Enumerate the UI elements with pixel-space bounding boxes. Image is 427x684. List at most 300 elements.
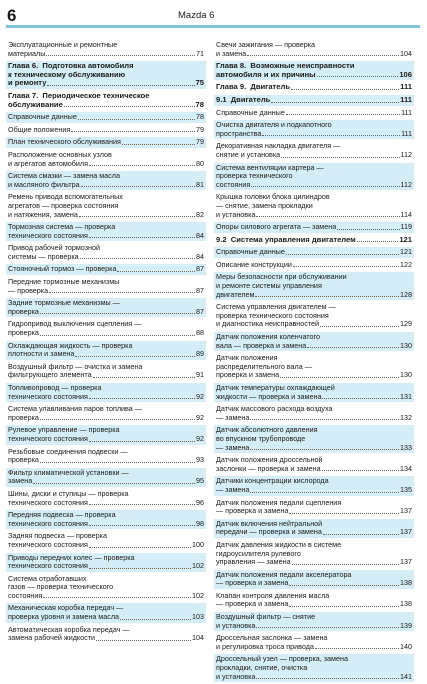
toc-entry-text: во впускном трубопроводе xyxy=(216,433,306,443)
page-number: 6 xyxy=(7,6,17,25)
toc-entry-text: Датчик абсолютного давления xyxy=(216,425,318,435)
dot-leader xyxy=(307,346,399,348)
toc-entry-text: двигателем xyxy=(216,289,255,299)
dot-leader xyxy=(293,265,399,267)
toc-entry-text: Справочные данные xyxy=(216,107,285,117)
toc-entry-text: технического состояния xyxy=(8,497,88,507)
dot-leader xyxy=(289,605,399,607)
toc-entry xyxy=(214,455,414,474)
toc-entry-text: Справочные данные xyxy=(216,247,285,257)
toc-page-number: 112 xyxy=(400,179,412,189)
dot-leader xyxy=(280,376,399,378)
toc-entry-text: и установка xyxy=(216,671,256,681)
toc-entry-text: Датчик положения педали акселератора xyxy=(216,569,352,579)
toc-entry-text: Передняя подвеска — проверка xyxy=(8,510,116,520)
toc-entry xyxy=(6,243,206,262)
toc-entry-text: Топливопровод — проверка xyxy=(8,383,102,392)
toc-entry xyxy=(6,531,206,550)
dot-leader xyxy=(322,397,399,399)
toc-entry xyxy=(6,425,206,444)
toc-entry xyxy=(214,61,414,80)
toc-page-number: 80 xyxy=(196,158,204,168)
toc-page-number: 106 xyxy=(399,69,412,79)
toc-entry xyxy=(6,574,206,602)
toc-entry-text: — замена xyxy=(216,484,250,494)
dot-leader xyxy=(291,88,399,90)
toc-page-number: 104 xyxy=(400,48,412,58)
toc-page-number: 138 xyxy=(400,578,412,588)
toc-page-number: 103 xyxy=(192,612,204,622)
toc-entry-text: и регулировка троса привода xyxy=(216,641,314,651)
toc-page-number: 121 xyxy=(400,247,412,257)
toc-entry-text: вала — проверка и замена xyxy=(216,340,307,350)
toc-entry-text: проверка xyxy=(8,455,39,465)
toc-entry xyxy=(6,192,206,220)
dot-leader xyxy=(120,618,191,620)
dot-leader xyxy=(122,143,195,145)
dot-leader xyxy=(251,185,399,187)
dot-leader xyxy=(96,639,191,641)
dot-leader xyxy=(43,596,191,598)
toc-page-number: 79 xyxy=(196,124,204,134)
dot-leader xyxy=(286,113,400,115)
dot-leader xyxy=(256,215,399,217)
toc-page-number: 111 xyxy=(400,94,412,104)
toc-entry xyxy=(6,277,206,296)
dot-leader xyxy=(93,376,195,378)
toc-entry xyxy=(214,425,414,453)
toc-entry-text: Глава 7. Периодическое техническое xyxy=(8,90,150,100)
toc-page-number: 87 xyxy=(196,306,204,316)
dot-leader xyxy=(71,130,195,132)
toc-entry-text: Воздушный фильтр — снятие xyxy=(216,612,316,622)
running-title: Mazda 6 xyxy=(178,10,215,21)
toc-entry-text: Общие положения xyxy=(8,124,71,134)
toc-entry xyxy=(214,332,414,351)
toc-entry-text: Меры безопасности при обслуживании xyxy=(216,272,347,282)
toc-entry-text: материалы xyxy=(8,48,46,58)
toc-entry xyxy=(6,264,206,275)
dot-leader xyxy=(40,461,195,463)
toc-entry xyxy=(214,82,414,93)
toc-entry-text: проверка xyxy=(8,306,39,316)
toc-entry-text: снятие и установка xyxy=(216,149,281,159)
dot-leader xyxy=(40,312,195,314)
toc-entry-text: Датчик давления жидкости в системе xyxy=(216,539,342,549)
toc-entry-text: Гидропривод выключения сцепления — xyxy=(8,319,142,329)
toc-entry-text: проверка технического xyxy=(216,171,293,181)
toc-entry-text: Привод рабочей тормозной xyxy=(8,243,100,253)
toc-entry xyxy=(6,447,206,466)
toc-entry-text: Опоры силового агрегата — замена xyxy=(216,222,337,232)
toc-entry-text: и диагностика неисправностей xyxy=(216,319,320,329)
toc-entry-text: проверка xyxy=(8,412,39,422)
toc-entry-text: агрегатов — проверка состояния xyxy=(8,200,119,210)
dot-leader xyxy=(250,491,399,493)
toc-page-number: 138 xyxy=(400,599,412,609)
dot-leader xyxy=(40,418,195,420)
dot-leader xyxy=(317,75,399,77)
toc-entry-text: технического состояния xyxy=(8,433,88,443)
toc-page-number: 104 xyxy=(192,633,204,643)
toc-page-number: 122 xyxy=(400,259,412,269)
toc-entry-text: Тормозная система — проверка xyxy=(8,222,116,232)
toc-entry-text: Система отработавших xyxy=(8,573,87,583)
toc-entry xyxy=(214,235,414,246)
toc-page-number: 130 xyxy=(400,370,412,380)
toc-page-number: 139 xyxy=(400,620,412,630)
toc-page-number: 137 xyxy=(400,506,412,516)
toc-entry xyxy=(214,108,414,119)
toc-entry-text: проверка технического состояния xyxy=(216,310,329,320)
toc-entry xyxy=(6,383,206,402)
toc-page-number: 98 xyxy=(196,518,204,528)
dot-leader xyxy=(64,105,195,107)
toc-entry-text: Датчик включения нейтральной xyxy=(216,518,323,528)
toc-page-number: 88 xyxy=(196,328,204,338)
toc-page-number: 79 xyxy=(196,137,204,147)
toc-entry xyxy=(214,40,414,59)
toc-page-number: 92 xyxy=(196,391,204,401)
toc-page-number: 119 xyxy=(400,222,412,232)
toc-page-number: 93 xyxy=(196,455,204,465)
toc-page-number: 102 xyxy=(192,590,204,600)
dot-leader xyxy=(262,134,400,136)
toc-entry xyxy=(214,633,414,652)
dot-leader xyxy=(322,469,399,471)
dot-leader xyxy=(247,54,399,56)
toc-entry xyxy=(214,570,414,589)
toc-entry-text: Декоративная накладка двигателя — xyxy=(216,141,341,151)
toc-entry-text: Дроссельная заслонка — замена xyxy=(216,633,328,643)
dot-leader xyxy=(281,156,399,158)
toc-entry-text: Датчики концентрации кислорода xyxy=(216,476,329,486)
toc-entry-text: — проверка xyxy=(8,285,49,295)
toc-entry-text: Фильтр климатической установки — xyxy=(8,467,129,477)
dot-leader xyxy=(315,647,399,649)
toc-page-number: 134 xyxy=(400,463,412,473)
toc-entry xyxy=(214,163,414,191)
dot-leader xyxy=(89,164,195,166)
toc-entry-text: Дроссельный узел — проверка, замена xyxy=(216,654,348,664)
dot-leader xyxy=(46,54,195,56)
dot-leader xyxy=(117,270,195,272)
toc-page-number: 89 xyxy=(196,349,204,359)
toc-column-left xyxy=(6,40,206,646)
toc-entry-text: — проверка и замена xyxy=(216,599,289,609)
toc-entry-text: — проверка и замена xyxy=(216,506,289,516)
toc-entry-text: Воздушный фильтр — очистка и замена xyxy=(8,361,143,371)
toc-entry-text: Датчик массового расхода воздуха xyxy=(216,404,333,414)
dot-leader xyxy=(357,240,399,242)
dot-leader xyxy=(89,546,191,548)
toc-entry-text: и натяжения, замена xyxy=(8,209,78,219)
toc-entry-text: технического состояния xyxy=(8,391,88,401)
toc-entry-text: Система вентиляции картера — xyxy=(216,162,324,172)
toc-entry-text: плотности и замена xyxy=(8,349,75,359)
toc-entry xyxy=(214,654,414,682)
toc-entry-text: Справочные данные xyxy=(8,112,77,122)
toc-entry xyxy=(6,91,206,110)
toc-entry-text: Передние тормозные механизмы xyxy=(8,277,120,287)
dot-leader xyxy=(40,334,195,336)
toc-page-number: 131 xyxy=(400,391,412,401)
toc-entry-text: Охлаждающая жидкость — проверка xyxy=(8,340,133,350)
toc-entry-text: проверка и замена xyxy=(216,370,280,380)
toc-entry-text: состояния xyxy=(216,179,251,189)
toc-entry-text: автомобиля и их причины xyxy=(216,69,316,79)
toc-entry xyxy=(214,353,414,381)
toc-entry xyxy=(6,404,206,423)
toc-entry-text: и ремонте системы управления xyxy=(216,281,322,291)
toc-page-number: 82 xyxy=(196,209,204,219)
dot-leader xyxy=(320,325,399,327)
toc-entry xyxy=(6,553,206,572)
toc-entry-text: Механическая коробка передач — xyxy=(8,603,124,613)
toc-entry-text: Эксплуатационные и ремонтные xyxy=(8,40,118,49)
toc-entry-text: фильтрующего элемента xyxy=(8,370,92,380)
toc-entry-text: Система управления двигателем — xyxy=(216,302,336,312)
toc-entry-text: Крышка головки блока цилиндров xyxy=(216,192,330,202)
toc-entry-text: системы — проверка xyxy=(8,251,79,261)
toc-page-number: 128 xyxy=(400,289,412,299)
toc-entry-text: 9.2 Система управления двигателем xyxy=(216,234,356,244)
toc-entry xyxy=(6,171,206,190)
toc-page-number: 111 xyxy=(401,128,412,138)
toc-page-number: 95 xyxy=(196,476,204,486)
dot-leader xyxy=(256,677,399,679)
toc-entry-text: и агрегатов автомобиля xyxy=(8,158,88,168)
toc-entry-text: к техническому обслуживанию xyxy=(8,69,126,79)
dot-leader xyxy=(256,626,399,628)
toc-entry-text: Датчик положения педали сцепления xyxy=(216,497,342,507)
toc-entry-text: обслуживание xyxy=(8,99,63,109)
toc-entry-text: Свечи зажигания — проверка xyxy=(216,40,315,49)
dot-leader xyxy=(286,253,399,255)
toc-entry xyxy=(6,625,206,644)
toc-page-number: 111 xyxy=(400,82,412,92)
toc-entry xyxy=(214,404,414,423)
dot-leader xyxy=(337,228,399,230)
toc-entry-text: Клапан контроля давления масла xyxy=(216,590,330,600)
toc-page-number: 81 xyxy=(196,179,204,189)
dot-leader xyxy=(292,563,399,565)
toc-entry xyxy=(214,591,414,610)
toc-entry-text: заслонки — проверка и замена xyxy=(216,463,321,473)
toc-page-number: 137 xyxy=(400,557,412,567)
toc-entry xyxy=(6,510,206,529)
toc-page-number: 111 xyxy=(401,107,412,117)
dot-leader xyxy=(323,533,399,535)
toc-entry xyxy=(214,95,414,106)
toc-page-number: 100 xyxy=(192,539,204,549)
toc-entry-text: Система смазки — замена масла xyxy=(8,171,120,181)
toc-entry-text: состояния xyxy=(8,590,43,600)
toc-entry-text: гидроусилителя рулевого xyxy=(216,548,301,558)
toc-entry-text: и установка xyxy=(216,209,256,219)
dot-leader xyxy=(81,185,195,187)
toc-entry-text: — замена xyxy=(216,442,250,452)
toc-entry xyxy=(6,319,206,338)
toc-entry-text: распределительного вала — xyxy=(216,361,312,371)
dot-leader xyxy=(75,355,195,357)
toc-entry xyxy=(6,61,206,89)
toc-column-right xyxy=(214,40,414,684)
toc-page-number: 114 xyxy=(400,209,412,219)
toc-page-number: 135 xyxy=(400,484,412,494)
dot-leader xyxy=(80,257,195,259)
toc-entry xyxy=(214,120,414,139)
toc-page-number: 84 xyxy=(196,251,204,261)
toc-entry-text: Автоматическая коробка передач — xyxy=(8,624,130,634)
toc-entry-text: — проверка и замена xyxy=(216,578,289,588)
toc-entry-text: Резьбовые соединения подвески — xyxy=(8,446,128,456)
toc-entry xyxy=(6,341,206,360)
toc-entry xyxy=(6,112,206,123)
toc-entry-text: Датчик положения коленчатого xyxy=(216,332,320,342)
toc-page-number: 78 xyxy=(195,99,204,109)
toc-entry-text: Датчик положения xyxy=(216,353,278,363)
toc-entry xyxy=(214,612,414,631)
toc-entry xyxy=(6,468,206,487)
header-rule xyxy=(6,25,420,28)
toc-entry-text: 9.1 Двигатель xyxy=(216,94,271,104)
toc-entry xyxy=(6,125,206,136)
toc-entry-text: Очистка двигателя и подкапотного xyxy=(216,120,332,130)
dot-leader xyxy=(33,482,195,484)
toc-entry xyxy=(214,260,414,271)
dot-leader xyxy=(79,215,195,217)
toc-entry-text: и установка xyxy=(216,620,256,630)
dot-leader xyxy=(89,440,195,442)
toc-entry-text: — замена xyxy=(216,412,250,422)
toc-page-number: 71 xyxy=(196,48,204,58)
toc-entry xyxy=(214,519,414,538)
toc-entry-text: передачи — проверка и замена xyxy=(216,527,322,537)
dot-leader xyxy=(250,448,399,450)
toc-entry-text: проверка xyxy=(8,328,39,338)
toc-entry xyxy=(214,272,414,300)
toc-entry-text: Описание конструкции xyxy=(216,259,292,269)
dot-leader xyxy=(250,418,399,420)
toc-page-number: 96 xyxy=(196,497,204,507)
toc-page-number: 92 xyxy=(196,433,204,443)
toc-entry xyxy=(6,40,206,59)
dot-leader xyxy=(78,118,195,120)
toc-page-number: 87 xyxy=(196,264,204,274)
toc-entry-text: технического состояния xyxy=(8,518,88,528)
toc-entry-text: Глава 6. Подготовка автомобиля xyxy=(8,61,134,71)
toc-entry-text: и замена xyxy=(216,48,247,58)
toc-page-number: 132 xyxy=(400,412,412,422)
toc-entry-text: управления — замена xyxy=(216,557,291,567)
toc-entry-text: и масляного фильтра xyxy=(8,179,80,189)
dot-leader xyxy=(289,584,399,586)
toc-entry-text: Система улавливания паров топлива — xyxy=(8,404,142,414)
toc-entry xyxy=(6,362,206,381)
toc-page-number: 102 xyxy=(192,561,204,571)
toc-entry xyxy=(214,476,414,495)
toc-entry xyxy=(6,137,206,148)
dot-leader xyxy=(47,84,194,86)
toc-entry-text: Датчик температуры охлаждающей xyxy=(216,383,335,392)
toc-page-number: 75 xyxy=(195,78,204,88)
toc-entry-text: жидкости — проверка и замена xyxy=(216,391,322,401)
toc-entry-text: Задние тормозные механизмы — xyxy=(8,298,120,308)
toc-entry xyxy=(214,302,414,330)
dot-leader xyxy=(271,101,399,103)
dot-leader xyxy=(49,291,195,293)
toc-entry-text: — снятие, замена прокладки xyxy=(216,200,313,210)
toc-page-number: 87 xyxy=(196,285,204,295)
toc-entry xyxy=(214,383,414,402)
toc-entry xyxy=(214,498,414,517)
toc-entry-text: технического состояния xyxy=(8,561,88,571)
toc-entry xyxy=(6,489,206,508)
toc-entry xyxy=(214,540,414,568)
dot-leader xyxy=(255,295,399,297)
toc-entry-text: План технического обслуживания xyxy=(8,137,121,147)
toc-entry-text: прокладки, снятие, очистка xyxy=(216,663,308,673)
toc-entry xyxy=(214,141,414,160)
toc-entry xyxy=(6,298,206,317)
toc-page-number: 91 xyxy=(196,370,204,380)
toc-entry xyxy=(6,222,206,241)
toc-page-number: 133 xyxy=(400,442,412,452)
toc-entry-text: замена рабочей жидкости xyxy=(8,633,96,643)
toc-entry xyxy=(214,247,414,258)
dot-leader xyxy=(89,397,195,399)
toc-entry-text: Глава 9. Двигатель xyxy=(216,82,290,92)
toc-entry-text: проверка уровня и замена масла xyxy=(8,612,120,622)
toc-entry xyxy=(6,150,206,169)
toc-page-number: 140 xyxy=(400,641,412,651)
dot-leader xyxy=(89,503,195,505)
toc-entry-text: Расположение основных узлов xyxy=(8,149,112,159)
toc-entry-text: Глава 8. Возможные неисправности xyxy=(216,61,355,71)
toc-page-number: 78 xyxy=(196,112,204,122)
toc-page-number: 121 xyxy=(399,234,412,244)
toc-page-number: 137 xyxy=(400,527,412,537)
toc-entry-text: Шины, диски и ступицы — проверка xyxy=(8,488,129,498)
toc-page-number: 112 xyxy=(400,149,412,159)
toc-entry-text: технического состояния xyxy=(8,539,88,549)
toc-entry-text: Ремень привода вспомогательных xyxy=(8,192,123,202)
toc-entry-text: газов — проверка технического xyxy=(8,582,114,592)
toc-page-number: 130 xyxy=(400,340,412,350)
toc-entry-text: Рулевое управление — проверка xyxy=(8,425,120,435)
toc-entry-text: технического состояния xyxy=(8,230,88,240)
toc-entry-text: Датчик положения дроссельной xyxy=(216,455,323,465)
toc-entry-text: пространства xyxy=(216,128,262,138)
toc-entry-text: Стояночный тормоз — проверка xyxy=(8,264,117,274)
toc-entry-text: и ремонту xyxy=(8,78,47,88)
toc-page-number: 92 xyxy=(196,412,204,422)
toc-page-number: 129 xyxy=(400,319,412,329)
toc-entry-text: Задняя подвеска — проверка xyxy=(8,531,107,541)
dot-leader xyxy=(289,512,399,514)
toc-entry xyxy=(214,192,414,220)
toc-page-number: 84 xyxy=(196,230,204,240)
dot-leader xyxy=(89,524,195,526)
dot-leader xyxy=(89,567,191,569)
toc-page-number: 141 xyxy=(400,671,412,681)
toc-entry xyxy=(6,603,206,622)
toc-entry-text: Приводы передних колес — проверка xyxy=(8,552,135,562)
dot-leader xyxy=(89,236,195,238)
toc-entry xyxy=(214,222,414,233)
toc-entry-text: замена xyxy=(8,476,33,486)
